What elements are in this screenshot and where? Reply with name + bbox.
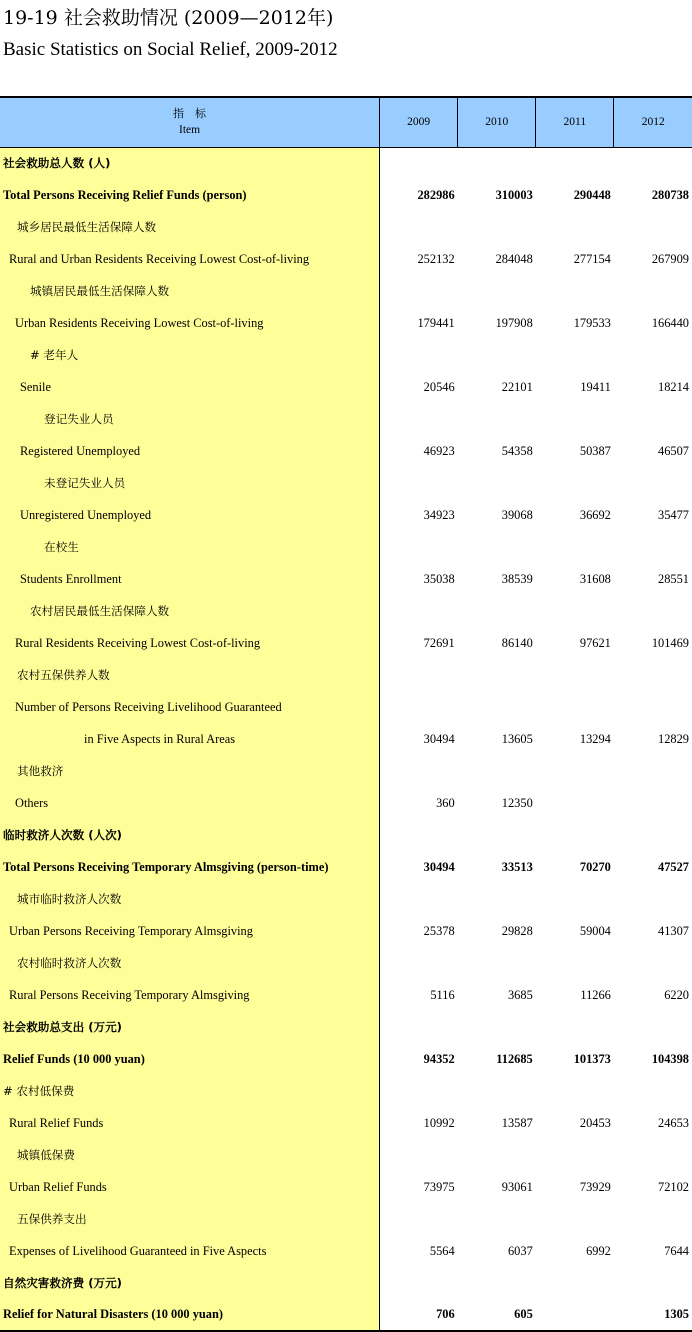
row-value-2009: 30494 (423, 859, 455, 874)
row-value-2011: 19411 (580, 379, 611, 394)
row-value-2011 (536, 1139, 614, 1171)
row-value-2012: 101469 (651, 635, 689, 650)
row-value-2011: 11266 (580, 987, 611, 1002)
row-value-2011 (536, 275, 614, 307)
row-value-2009 (380, 1139, 458, 1171)
row-label: 登记失业人员 (0, 403, 380, 435)
table-row (0, 787, 692, 819)
row-value-2011: 290448 (573, 187, 611, 202)
table-row (0, 1203, 692, 1235)
row-value-2010 (458, 1139, 536, 1171)
table-title-chinese: 19-19 社会救助情况 (2009—2012年) (3, 7, 334, 29)
row-value-2012: 35477 (658, 507, 689, 522)
row-value-2010 (458, 595, 536, 627)
row-label: Rural and Urban Residents Receiving Lowest Cost-of-living (0, 243, 380, 275)
table-body (0, 147, 692, 1331)
row-value-2009: 72691 (423, 635, 455, 650)
row-value-2012 (614, 275, 692, 307)
row-value-2012: 166440 (651, 315, 689, 330)
row-value-2011 (536, 1203, 614, 1235)
table-title-english: Basic Statistics on Social Relief, 2009-2012 (3, 39, 338, 60)
row-value-2009: 35038 (423, 571, 455, 586)
row-value-2009 (380, 1203, 458, 1235)
row-value-2012: 7644 (664, 1243, 689, 1258)
row-value-2012: 46507 (658, 443, 689, 458)
row-label: 自然灾害救济费 (万元) (0, 1267, 380, 1299)
row-value-2012: 24653 (658, 1115, 689, 1130)
row-label: in Five Aspects in Rural Areas (0, 723, 380, 755)
header-row (0, 97, 692, 147)
row-value-2010 (458, 147, 536, 179)
row-value-2011 (536, 1075, 614, 1107)
table-row (0, 147, 692, 179)
table-row (0, 915, 692, 947)
table-row (0, 1043, 692, 1075)
row-value-2010: 197908 (495, 315, 533, 330)
table-row (0, 979, 692, 1011)
row-value-2010 (458, 691, 536, 723)
row-value-2012 (614, 467, 692, 499)
row-value-2010: 605 (458, 1299, 536, 1331)
row-value-2011 (536, 1267, 614, 1299)
row-value-2012 (614, 755, 692, 787)
row-label: Total Persons Receiving Relief Funds (person) (0, 179, 380, 211)
row-value-2009 (380, 275, 458, 307)
row-value-2012: 1305 (614, 1299, 692, 1331)
row-label: # 老年人 (0, 339, 380, 371)
row-value-2009 (380, 1267, 458, 1299)
row-value-2009: 34923 (423, 507, 455, 522)
row-value-2011: 36692 (579, 507, 611, 522)
row-value-2011: 50387 (579, 443, 611, 458)
row-value-2009 (380, 691, 458, 723)
header-year-2010: 2010 (458, 97, 536, 147)
row-label: 城乡居民最低生活保障人数 (0, 211, 380, 243)
row-label: 农村居民最低生活保障人数 (0, 595, 380, 627)
row-label: 未登记失业人员 (0, 467, 380, 499)
row-value-2010 (458, 531, 536, 563)
row-value-2012 (614, 1267, 692, 1299)
table-row (0, 691, 692, 723)
row-value-2009: 30494 (423, 731, 455, 746)
row-label: Urban Relief Funds (0, 1171, 380, 1203)
row-value-2012 (614, 403, 692, 435)
row-value-2009: 706 (380, 1299, 458, 1331)
row-value-2012 (614, 339, 692, 371)
row-value-2010 (458, 1011, 536, 1043)
row-value-2009 (380, 819, 458, 851)
row-label: 城市临时救济人次数 (0, 883, 380, 915)
header-year-2011: 2011 (536, 97, 614, 147)
row-label: 五保供养支出 (0, 1203, 380, 1235)
row-label: Registered Unemployed (0, 435, 380, 467)
row-value-2012 (614, 1011, 692, 1043)
row-value-2011: 179533 (573, 315, 611, 330)
row-label: Students Enrollment (0, 563, 380, 595)
row-value-2010 (458, 467, 536, 499)
row-value-2010 (458, 947, 536, 979)
row-value-2012 (614, 211, 692, 243)
row-value-2009: 20546 (423, 379, 455, 394)
header-year-2009: 2009 (380, 97, 458, 147)
row-value-2012: 280738 (651, 187, 689, 202)
row-label: # 农村低保费 (0, 1075, 380, 1107)
row-value-2009: 94352 (423, 1051, 455, 1066)
row-value-2010: 22101 (501, 379, 533, 394)
row-value-2009 (380, 339, 458, 371)
table-row (0, 819, 692, 851)
header-item-chinese: 指 标 (173, 107, 207, 121)
row-value-2010: 112685 (496, 1051, 533, 1066)
row-value-2011: 97621 (579, 635, 611, 650)
row-value-2009 (380, 211, 458, 243)
row-value-2010 (458, 1267, 536, 1299)
row-value-2012 (614, 787, 692, 819)
row-value-2011 (536, 1299, 614, 1331)
row-value-2011 (536, 531, 614, 563)
row-value-2011: 277154 (573, 251, 611, 266)
row-value-2010 (458, 819, 536, 851)
row-value-2011 (536, 211, 614, 243)
table-row (0, 339, 692, 371)
row-value-2011 (536, 147, 614, 179)
row-value-2011 (536, 691, 614, 723)
row-label: Senile (0, 371, 380, 403)
row-value-2010: 284048 (495, 251, 533, 266)
row-value-2011 (536, 339, 614, 371)
row-value-2011: 70270 (579, 859, 611, 874)
row-value-2012: 18214 (658, 379, 689, 394)
row-value-2010 (458, 275, 536, 307)
row-value-2011: 73929 (579, 1179, 611, 1194)
table-row (0, 403, 692, 435)
table-row (0, 435, 692, 467)
row-value-2009: 179441 (417, 315, 455, 330)
row-value-2012: 72102 (658, 1179, 689, 1194)
table-row (0, 531, 692, 563)
row-value-2009 (380, 1011, 458, 1043)
table-row (0, 211, 692, 243)
header-item (0, 97, 380, 147)
row-value-2010 (458, 659, 536, 691)
table-row (0, 627, 692, 659)
row-value-2012: 104398 (651, 1051, 689, 1066)
table-row (0, 1011, 692, 1043)
table-row (0, 851, 692, 883)
row-value-2009: 10992 (423, 1115, 455, 1130)
row-value-2012: 28551 (658, 571, 689, 586)
row-label: 社会救助总人数 (人) (0, 147, 380, 179)
row-value-2011 (536, 947, 614, 979)
row-value-2011: 59004 (579, 923, 611, 938)
row-value-2009 (380, 403, 458, 435)
table-row (0, 723, 692, 755)
row-value-2010: 310003 (495, 187, 533, 202)
table-row (0, 883, 692, 915)
table-row (0, 1075, 692, 1107)
row-value-2012 (614, 1139, 692, 1171)
row-label: Urban Residents Receiving Lowest Cost-of-living (0, 307, 380, 339)
row-value-2011 (536, 819, 614, 851)
table-row (0, 371, 692, 403)
row-value-2010: 13587 (501, 1115, 533, 1130)
row-value-2009 (380, 1075, 458, 1107)
row-value-2010: 13605 (501, 731, 533, 746)
row-value-2010: 3685 (507, 987, 533, 1002)
row-label: 在校生 (0, 531, 380, 563)
row-value-2010 (458, 339, 536, 371)
row-label: 城镇低保费 (0, 1139, 380, 1171)
row-value-2009: 46923 (423, 443, 455, 458)
header-item-english: Item (178, 124, 201, 137)
row-label: Total Persons Receiving Temporary Almsgiving (person-time) (0, 851, 380, 883)
table-header (0, 97, 692, 147)
table-row (0, 659, 692, 691)
row-value-2012: 267909 (651, 251, 689, 266)
row-value-2011 (536, 755, 614, 787)
row-value-2009: 252132 (417, 251, 455, 266)
row-value-2009: 5116 (430, 987, 455, 1002)
table-row (0, 243, 692, 275)
row-value-2012 (614, 531, 692, 563)
row-value-2011 (536, 659, 614, 691)
table-row (0, 1139, 692, 1171)
row-label: Rural Persons Receiving Temporary Almsgiving (0, 979, 380, 1011)
table-row (0, 499, 692, 531)
row-value-2009 (380, 947, 458, 979)
row-value-2012 (614, 147, 692, 179)
row-value-2009 (380, 755, 458, 787)
row-value-2011: 13294 (579, 731, 611, 746)
table-row (0, 307, 692, 339)
table-row (0, 755, 692, 787)
row-label: 农村临时救济人次数 (0, 947, 380, 979)
row-value-2011 (536, 787, 614, 819)
row-value-2011 (536, 467, 614, 499)
row-value-2012: 41307 (658, 923, 689, 938)
table-row (0, 1171, 692, 1203)
row-label: Expenses of Livelihood Guaranteed in Five Aspects (0, 1235, 380, 1267)
row-label: Urban Persons Receiving Temporary Almsgiving (0, 915, 380, 947)
table-row (0, 595, 692, 627)
row-value-2012 (614, 691, 692, 723)
row-label: Number of Persons Receiving Livelihood Guaranteed (0, 691, 380, 723)
row-label: 其他救济 (0, 755, 380, 787)
row-value-2010: 38539 (501, 571, 533, 586)
row-label: Unregistered Unemployed (0, 499, 380, 531)
table-row (0, 947, 692, 979)
row-value-2011 (536, 403, 614, 435)
row-value-2012 (614, 595, 692, 627)
row-value-2010 (458, 755, 536, 787)
row-label: Relief for Natural Disasters (10 000 yuan) (0, 1299, 380, 1331)
row-value-2009 (380, 467, 458, 499)
row-value-2010 (458, 1203, 536, 1235)
row-value-2009 (380, 595, 458, 627)
row-value-2012 (614, 1203, 692, 1235)
row-value-2010 (458, 883, 536, 915)
table-row (0, 467, 692, 499)
row-value-2012 (614, 1075, 692, 1107)
table-row (0, 1299, 692, 1331)
row-value-2011: 31608 (579, 571, 611, 586)
row-value-2009 (380, 531, 458, 563)
row-value-2012 (614, 947, 692, 979)
table-row (0, 1107, 692, 1139)
table-row (0, 275, 692, 307)
row-value-2010: 54358 (501, 443, 533, 458)
row-value-2011 (536, 595, 614, 627)
row-value-2010 (458, 1075, 536, 1107)
table-row (0, 563, 692, 595)
row-label: 城镇居民最低生活保障人数 (0, 275, 380, 307)
row-value-2010: 12350 (501, 795, 533, 810)
row-label: 农村五保供养人数 (0, 659, 380, 691)
row-value-2010: 29828 (501, 923, 533, 938)
row-value-2011 (536, 1011, 614, 1043)
row-label: Rural Residents Receiving Lowest Cost-of-living (0, 627, 380, 659)
row-label: Relief Funds (10 000 yuan) (0, 1043, 380, 1075)
row-label: Others (0, 787, 380, 819)
row-value-2011: 20453 (579, 1115, 611, 1130)
table-row (0, 1235, 692, 1267)
statistics-table (0, 96, 692, 1332)
row-value-2011 (536, 883, 614, 915)
row-value-2010: 39068 (501, 507, 533, 522)
row-value-2009: 73975 (423, 1179, 455, 1194)
row-value-2012 (614, 883, 692, 915)
row-value-2012 (614, 819, 692, 851)
row-value-2012 (614, 659, 692, 691)
row-label: 社会救助总支出 (万元) (0, 1011, 380, 1043)
row-value-2012: 6220 (664, 987, 689, 1002)
row-value-2009 (380, 883, 458, 915)
statistics-table-container (0, 96, 692, 1331)
row-value-2012: 12829 (658, 731, 689, 746)
row-value-2010: 86140 (501, 635, 533, 650)
row-value-2009 (380, 147, 458, 179)
row-value-2009: 5564 (429, 1243, 455, 1258)
table-row (0, 1267, 692, 1299)
row-label: Rural Relief Funds (0, 1107, 380, 1139)
row-value-2010: 6037 (507, 1243, 533, 1258)
row-value-2009 (380, 659, 458, 691)
header-year-2012: 2012 (614, 97, 692, 147)
table-row (0, 179, 692, 211)
row-value-2010: 33513 (501, 859, 533, 874)
row-value-2012: 47527 (658, 859, 689, 874)
row-value-2010 (458, 211, 536, 243)
row-value-2010 (458, 403, 536, 435)
row-value-2011: 6992 (586, 1243, 611, 1258)
row-value-2009: 360 (436, 795, 455, 810)
row-value-2009: 25378 (423, 923, 455, 938)
row-value-2009: 282986 (417, 187, 455, 202)
row-label: 临时救济人次数 (人次) (0, 819, 380, 851)
row-value-2010: 93061 (501, 1179, 533, 1194)
row-value-2011: 101373 (573, 1051, 611, 1066)
